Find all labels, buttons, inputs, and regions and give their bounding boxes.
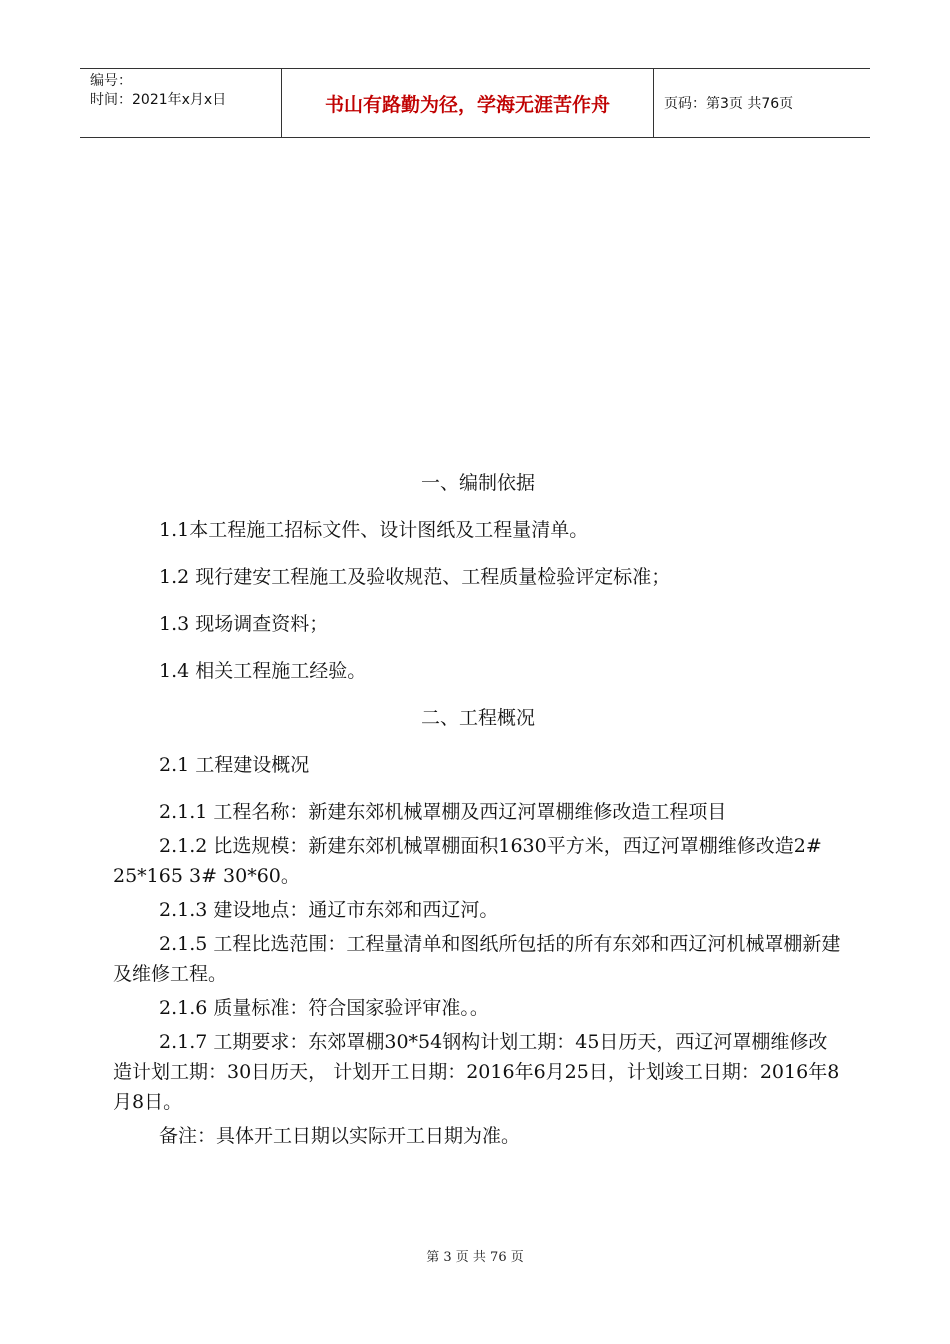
time-label: 时间：2021年x月x日 [90, 92, 227, 108]
paragraph: 2.1.1 工程名称：新建东郊机械罩棚及西辽河罩棚维修改造工程项目 [159, 801, 727, 823]
section-1-title: 一、编制依据 [420, 472, 535, 494]
paragraph: 2.1.5 工程比选范围：工程量清单和图纸所包括的所有东郊和西辽河机械罩棚新建及维修工程。 [113, 933, 841, 985]
paragraph: 1.1本工程施工招标文件、设计图纸及工程量清单。 [159, 519, 589, 541]
header-page-info: 页码：第3页 共76页 [664, 96, 794, 112]
header-left-cell [80, 69, 282, 137]
paragraph: 2.1.6 质量标准：符合国家验评审准。。 [159, 997, 489, 1019]
paragraph: 备注：具体开工日期以实际开工日期为准。 [159, 1125, 521, 1147]
document-body [113, 468, 843, 1151]
page-footer: 第 3 页 共 76 页 [426, 1250, 524, 1265]
paragraph: 1.3 现场调查资料； [159, 613, 329, 635]
section-2-title: 二、工程概况 [420, 707, 535, 729]
paragraph: 2.1.2 比选规模：新建东郊机械罩棚面积1630平方米，西辽河罩棚维修改造2# 25*165 3# 30*60。 [113, 835, 822, 887]
number-label: 编号： [90, 73, 132, 89]
paragraph: 1.4 相关工程施工经验。 [159, 660, 367, 682]
paragraph: 2.1.7 工期要求：东郊罩棚30*54钢构计划工期：45日历天，西辽河罩棚维修改造计划工期：30日历天， 计划开工日期：2016年6月25日，计划竣工日期：2016年8月8日。 [113, 1031, 840, 1113]
paragraph: 2.1.3 建设地点：通辽市东郊和西辽河。 [159, 899, 499, 921]
paragraph: 1.2 现行建安工程施工及验收规范、工程质量检验评定标准； [159, 566, 671, 588]
paragraph: 2.1 工程建设概况 [159, 754, 310, 776]
page-header [80, 68, 870, 138]
header-motto: 书山有路勤为径，学海无涯苦作舟 [282, 69, 654, 137]
